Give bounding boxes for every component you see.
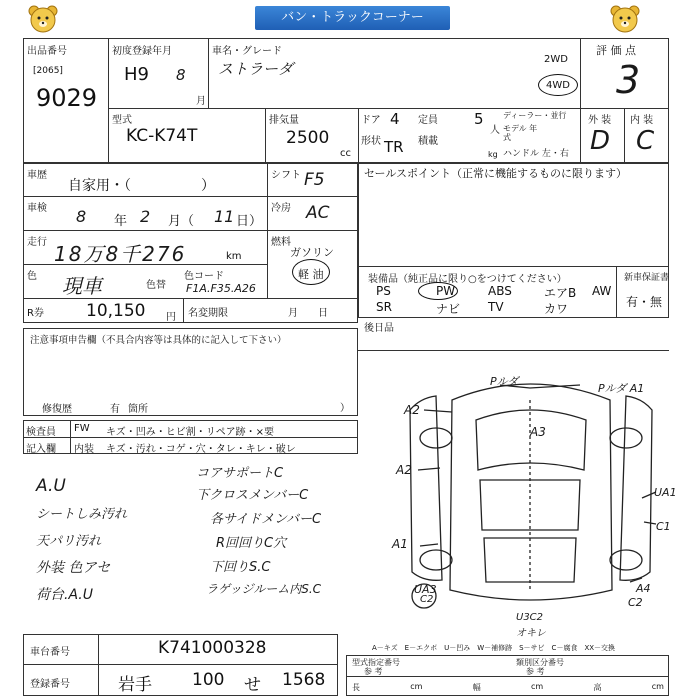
inspection-year: 8 <box>76 207 87 226</box>
plate-region: 岩手 <box>118 675 152 695</box>
displacement-label: 排気量 <box>269 115 299 126</box>
diagram-mark: A2 <box>404 403 420 417</box>
inspection-label: 車検 <box>27 203 47 214</box>
reg-year: H9 <box>124 64 149 85</box>
shift-value: F5 <box>304 170 325 190</box>
diagram-mark: Pルダ A1 <box>598 382 645 395</box>
model-year-label: モデル 年式 <box>503 124 538 142</box>
inspection-month: 2 <box>140 207 151 226</box>
inspection-day-unit: 日） <box>236 214 263 229</box>
cabin-roof <box>476 410 586 470</box>
displacement-unit: cc <box>340 148 351 159</box>
diagram-mark: A4 <box>636 582 651 595</box>
diagram-mark: C1 <box>656 520 671 533</box>
doors-label: ドア <box>361 115 381 126</box>
color-code-value: F1A.F35.A26 <box>186 282 256 295</box>
inspector-row2-code: 内装 <box>74 444 94 455</box>
meikai-unit: 月 日 <box>288 308 328 319</box>
note-line: シートしみ汚れ <box>36 507 128 522</box>
equipment-item: エアB <box>544 286 577 300</box>
shift-label: シフト <box>271 170 301 181</box>
equipment-item: カワ <box>544 302 569 316</box>
diagram-mark: UA1 <box>654 486 677 499</box>
history-value: 自家用・（ ） <box>68 178 215 194</box>
chassis-label: 車台番号 <box>30 647 70 658</box>
capacity-label: 定員 <box>418 115 438 126</box>
equipment-label: 装備品（純正品に限り○をつけてください） <box>368 274 567 285</box>
diagram-mark: UA3 <box>414 583 437 596</box>
equipment-item: PS <box>376 284 391 298</box>
exterior-value: D <box>590 126 611 156</box>
name-label: 車名・グレード <box>212 46 282 57</box>
wheel-rr <box>610 550 642 570</box>
diagram-mark: Pルダ <box>490 375 519 388</box>
name-value: ストラーダ <box>218 60 294 78</box>
lot-number: 9029 <box>36 84 98 112</box>
capacity-unit: 人 <box>490 125 500 136</box>
inspector-row1-label: 検査員 <box>26 427 56 438</box>
inspector-row2-items: キズ・汚れ・コゲ・穴・タレ・キレ・破レ <box>106 444 296 455</box>
plate-number: 1568 <box>282 670 326 690</box>
rear-seat-label: 後日品 <box>364 323 394 334</box>
plate-label: 登録番号 <box>30 679 70 690</box>
doors-value: 4 <box>390 110 400 128</box>
diagram-mark: C2 <box>628 596 643 609</box>
diagram-legend: A－キズ E－エクボ U－凹み W－補修跡 S－サビ C－腐食 XX－交換 <box>372 644 616 652</box>
fuel-label: 燃料 <box>271 237 291 248</box>
class-ref: 参 考 <box>526 667 545 676</box>
size-label: 高 <box>593 683 602 692</box>
diagram-mark: C2 <box>420 594 434 605</box>
recycle-label: R券 <box>27 308 44 319</box>
size-row <box>352 682 664 693</box>
displacement-value: 2500 <box>286 128 330 148</box>
fuel-diesel: 軽 油 <box>298 268 324 281</box>
plate-class: 100 <box>192 670 225 690</box>
wheel-fr <box>610 428 642 448</box>
page-title: バン・トラックコーナー <box>255 6 450 30</box>
equipment-item: ABS <box>488 284 512 298</box>
repair-place: 箇所 <box>128 404 148 415</box>
drive-4wd: 4WD <box>546 80 570 91</box>
load-label: 積載 <box>418 136 438 147</box>
equipment-item: PW <box>436 284 456 298</box>
dealer-label: ディーラー・並行 <box>503 111 567 120</box>
inspection-month-unit: 月（ <box>168 214 195 229</box>
drive-4wd-circle <box>538 74 578 96</box>
equipment-item: SR <box>376 300 392 314</box>
notes-label: 注意事項申告欄（不具合内容等は具体的に記入して下さい） <box>30 335 287 346</box>
handwritten-notes-left <box>36 476 127 611</box>
sales-point-label: セールスポイント（正常に機能するものに限ります） <box>364 167 628 180</box>
diagram-mark: U3C2 <box>516 612 544 623</box>
note-line: 天パリ汚れ <box>36 534 102 549</box>
handwritten-notes-right <box>196 462 321 604</box>
note-line: 下クロスメンバーC <box>196 488 309 503</box>
note-line: 下回りS.C <box>210 560 271 575</box>
model-label: 型式 <box>112 115 132 126</box>
inspection-year-unit: 年 <box>114 214 128 229</box>
history-label: 車歴 <box>27 170 47 181</box>
capacity-value: 5 <box>474 110 484 128</box>
diagram-mark: A1 <box>392 537 408 551</box>
note-line: ラゲッジルーム内S.C <box>206 582 322 596</box>
note-line: A.U <box>36 476 66 496</box>
plate-kana: せ <box>244 675 261 695</box>
equipment-item: ナビ <box>436 302 461 316</box>
repair-bracket: ） <box>340 403 350 414</box>
diagram-mark: A3 <box>530 425 546 439</box>
inspector-row1-code: FW <box>74 423 90 434</box>
reg-label: 初度登録年月 <box>112 46 172 57</box>
inspector-row1-items: キズ・凹み・ヒビ割・リペア跡・×要 <box>106 427 274 438</box>
warranty-value: 有・無 <box>626 295 663 309</box>
chassis-value: K741000328 <box>158 638 267 658</box>
diagram-mark: オキレ <box>516 628 546 639</box>
ac-label: 冷房 <box>271 203 291 214</box>
equipment-row-1 <box>366 284 616 300</box>
class-label: 類別区分番号 <box>516 658 564 667</box>
fuel-gasoline: ガソリン <box>290 246 334 259</box>
color-change-label: 色替 <box>146 280 166 291</box>
reg-month-unit: 月 <box>196 96 206 107</box>
note-line: R回回りC穴 <box>216 536 287 551</box>
equipment-item: AW <box>592 284 612 298</box>
mileage-value: 18万8千276 <box>54 242 187 266</box>
fuel-diesel-circle <box>292 259 330 285</box>
handle-label: ハンドル 左・右 <box>503 149 569 159</box>
size-unit: cm <box>651 682 664 691</box>
color-value: 現車 <box>62 274 102 298</box>
ac-value: AC <box>306 203 330 223</box>
size-label: 長 <box>352 683 360 692</box>
grade-label: 評 価 点 <box>596 44 636 57</box>
mileage-unit: km <box>226 251 242 262</box>
load-unit: kg <box>488 150 498 159</box>
color-label: 色 <box>27 271 37 282</box>
reg-month: 8 <box>176 66 186 84</box>
color-code-label: 色コード <box>184 271 224 282</box>
warranty-label: 新車保証書 <box>624 273 670 283</box>
exterior-label: 外 装 <box>588 115 612 126</box>
spec-ref: 参 考 <box>364 667 383 676</box>
diagram-mark: A2 <box>396 463 412 477</box>
bear-mascot-icon <box>608 4 642 34</box>
inspection-day: 11 <box>214 207 235 226</box>
mileage-label: 走行 <box>27 237 47 248</box>
inspector-row2-label: 記入欄 <box>26 444 56 455</box>
bear-mascot-icon <box>26 4 60 34</box>
equipment-row-2 <box>366 300 616 316</box>
body-outline <box>450 384 612 600</box>
interior-label: 内 装 <box>630 115 654 126</box>
lot-prefix: [2065] <box>33 66 63 76</box>
spec-label: 型式指定番号 <box>352 658 400 667</box>
drive-2wd: 2WD <box>544 54 568 65</box>
meikai-label: 名変期限 <box>188 308 228 319</box>
pw-circle <box>418 282 458 300</box>
grade-value: 3 <box>616 58 641 102</box>
note-line: 外装 色アセ <box>36 560 111 576</box>
note-line: 各サイドメンバーC <box>210 512 322 527</box>
shape-value: TR <box>384 138 404 156</box>
note-line: 荷台.A.U <box>36 587 93 603</box>
recycle-unit: 円 <box>166 312 176 323</box>
note-line: コアサポートC <box>196 466 284 481</box>
wheel-fl <box>420 428 452 448</box>
size-unit: cm <box>531 682 544 691</box>
recycle-value: 10,150 <box>86 301 146 321</box>
model-value: KC-K74T <box>126 126 198 146</box>
size-unit: cm <box>410 682 423 691</box>
wheel-rl <box>420 550 452 570</box>
interior-value: C <box>636 126 655 156</box>
repair-label: 修復歴 <box>42 404 72 415</box>
repair-value: 有 <box>110 404 120 415</box>
lot-label: 出品番号 <box>27 46 67 57</box>
equipment-item: TV <box>488 300 504 314</box>
size-label: 幅 <box>472 683 481 692</box>
shape-label: 形状 <box>361 136 381 147</box>
